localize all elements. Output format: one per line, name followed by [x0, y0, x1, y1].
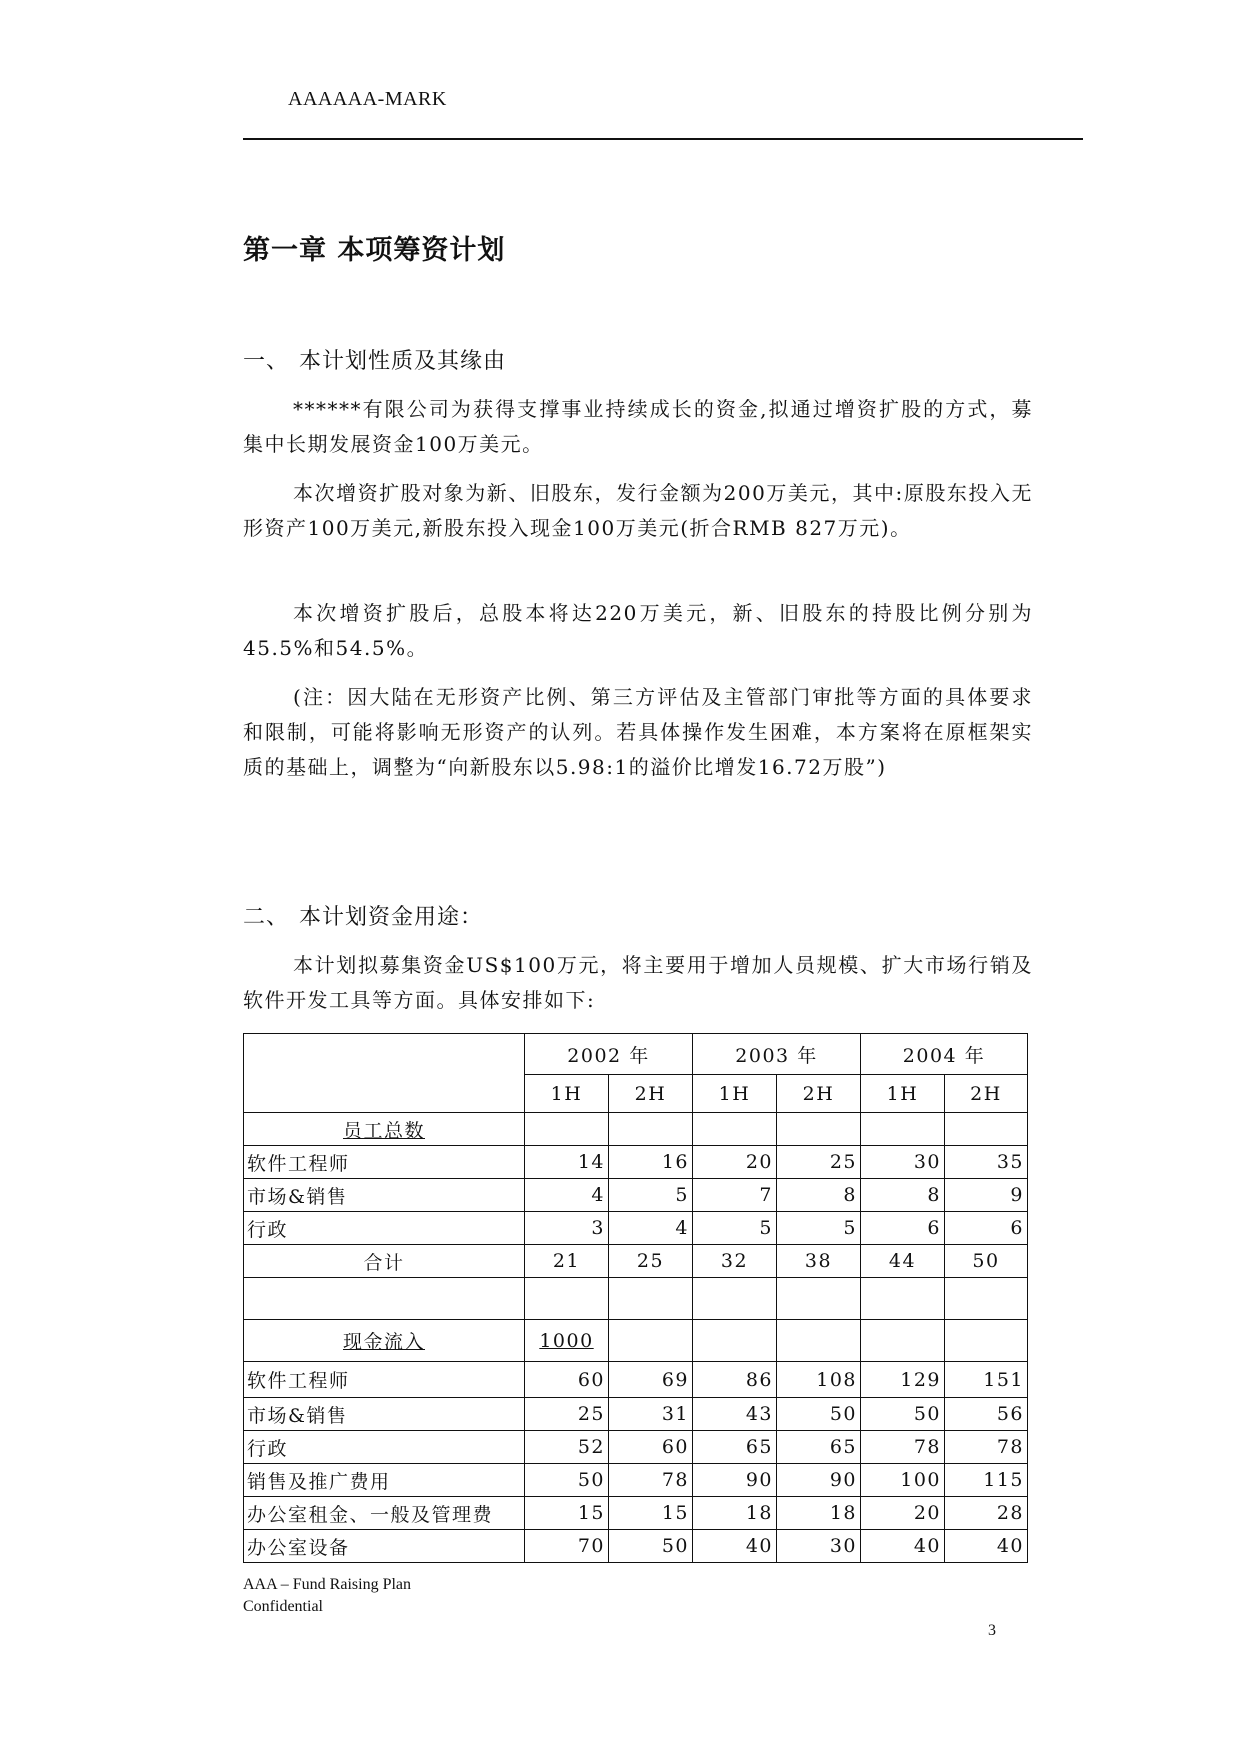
section-2-title: 本计划资金用途： [299, 905, 484, 930]
table-cell: 18 [777, 1497, 861, 1530]
table-cell: 7 [693, 1179, 777, 1212]
section-1-note: (注：因大陆在无形资产比例、第三方评估及主管部门审批等方面的具体要求和限制，可能将影响无形资产的认列。若具体操作发生困难，本方案将在原框架实质的基础上，调整为“向新股东以5.98:1的溢价比增发16.72万股”) [243, 685, 1033, 779]
table-cell: 86 [693, 1362, 777, 1398]
row-label: 行政 [244, 1212, 525, 1245]
table-cell: 16 [609, 1146, 693, 1179]
half-header: 1H [525, 1075, 609, 1113]
cash-inflow-cell [525, 1320, 609, 1362]
total-cell: 50 [945, 1245, 1028, 1278]
table-cell: 40 [693, 1530, 777, 1563]
table-cell: 4 [525, 1179, 609, 1212]
table-cell: 40 [861, 1530, 945, 1563]
table-cell: 6 [861, 1212, 945, 1245]
section-1-title: 本计划性质及其缘由 [299, 349, 507, 374]
table-cell: 115 [945, 1464, 1028, 1497]
table-row [244, 1146, 1028, 1179]
table-cell: 25 [777, 1146, 861, 1179]
table-cell: 20 [861, 1497, 945, 1530]
table-cell: 6 [945, 1212, 1028, 1245]
half-header: 2H [609, 1075, 693, 1113]
half-header: 2H [777, 1075, 861, 1113]
table-cell: 35 [945, 1146, 1028, 1179]
cash-heading-cell [244, 1320, 525, 1362]
table-cell: 50 [861, 1398, 945, 1431]
cash-heading-row [244, 1320, 1028, 1362]
page-number: 3 [988, 1622, 996, 1639]
year-header: 2003 年 [693, 1034, 861, 1075]
spacer-row [244, 1278, 1028, 1320]
total-label: 合计 [244, 1245, 525, 1278]
table-cell: 8 [861, 1179, 945, 1212]
year-header: 2002 年 [525, 1034, 693, 1075]
table-row [244, 1362, 1028, 1398]
section-2-heading [243, 900, 483, 931]
section-1-paragraph-3: 本次增资扩股后，总股本将达220万美元，新、旧股东的持股比例分别为45.5%和54.5%。 [243, 601, 1033, 660]
cash-inflow-value: 1000 [539, 1329, 594, 1352]
staff-heading: 员工总数 [342, 1119, 425, 1142]
table-row [244, 1530, 1028, 1563]
row-label: 市场&销售 [244, 1179, 525, 1212]
table-row [244, 1464, 1028, 1497]
row-label: 办公室设备 [244, 1530, 525, 1563]
table-cell: 65 [693, 1431, 777, 1464]
table-cell: 52 [525, 1431, 609, 1464]
total-cell: 44 [861, 1245, 945, 1278]
table-cell: 90 [777, 1464, 861, 1497]
table-year-row [244, 1034, 1028, 1075]
year-header: 2004 年 [861, 1034, 1028, 1075]
half-header: 2H [945, 1075, 1028, 1113]
footer-confidential: Confidential [243, 1598, 323, 1615]
total-cell: 21 [525, 1245, 609, 1278]
table-row [244, 1179, 1028, 1212]
total-cell: 25 [609, 1245, 693, 1278]
table-row [244, 1398, 1028, 1431]
table-cell: 43 [693, 1398, 777, 1431]
cash-heading: 现金流入 [342, 1331, 425, 1353]
section-2-paragraph-1: 本计划拟募集资金US$100万元，将主要用于增加人员规模、扩大市场行销及软件开发工具等方面。具体安排如下: [243, 953, 1033, 1012]
table-cell: 15 [525, 1497, 609, 1530]
staffing-cash-table [243, 1033, 1028, 1563]
table-row [244, 1431, 1028, 1464]
table-cell: 18 [693, 1497, 777, 1530]
table-cell: 30 [777, 1530, 861, 1563]
table-cell: 50 [777, 1398, 861, 1431]
staff-heading-row [244, 1113, 1028, 1146]
table-cell: 15 [609, 1497, 693, 1530]
table-cell: 129 [861, 1362, 945, 1398]
row-label: 销售及推广费用 [244, 1464, 525, 1497]
row-label: 软件工程师 [244, 1146, 525, 1179]
section-2-number: 二、 [243, 905, 290, 930]
table-cell: 8 [777, 1179, 861, 1212]
table-cell: 100 [861, 1464, 945, 1497]
chapter-title: 第一章 本项筹资计划 [243, 235, 506, 266]
table-cell: 5 [777, 1212, 861, 1245]
footer-document-title: AAA – Fund Raising Plan [243, 1576, 412, 1593]
table-cell: 78 [945, 1431, 1028, 1464]
table-cell: 50 [525, 1464, 609, 1497]
table-cell: 78 [609, 1464, 693, 1497]
table-cell: 60 [525, 1362, 609, 1398]
table-row [244, 1212, 1028, 1245]
table-cell: 65 [777, 1431, 861, 1464]
section-1-heading [243, 344, 506, 375]
header-divider [243, 138, 1083, 140]
table-cell: 60 [609, 1431, 693, 1464]
table-cell: 4 [609, 1212, 693, 1245]
table-cell: 56 [945, 1398, 1028, 1431]
table-cell: 20 [693, 1146, 777, 1179]
table-cell: 28 [945, 1497, 1028, 1530]
section-1-paragraph-1: ******有限公司为获得支撑事业持续成长的资金,拟通过增资扩股的方式，募集中长期发展资金100万美元。 [243, 397, 1033, 456]
table-cell: 108 [777, 1362, 861, 1398]
total-cell: 32 [693, 1245, 777, 1278]
table-cell: 151 [945, 1362, 1028, 1398]
table-cell: 70 [525, 1530, 609, 1563]
table-cell: 25 [525, 1398, 609, 1431]
table-cell: 14 [525, 1146, 609, 1179]
section-1-paragraph-2: 本次增资扩股对象为新、旧股东，发行金额为200万美元，其中:原股东投入无形资产100万美元,新股东投入现金100万美元(折合RMB 827万元)。 [243, 481, 1033, 540]
half-header: 1H [861, 1075, 945, 1113]
table-cell: 40 [945, 1530, 1028, 1563]
table-cell: 30 [861, 1146, 945, 1179]
half-header: 1H [693, 1075, 777, 1113]
table-cell: 50 [609, 1530, 693, 1563]
table-cell: 3 [525, 1212, 609, 1245]
table-cell: 5 [609, 1179, 693, 1212]
table-row [244, 1497, 1028, 1530]
table-cell: 31 [609, 1398, 693, 1431]
section-1-number: 一、 [243, 349, 290, 374]
table-cell: 9 [945, 1179, 1028, 1212]
total-cell: 38 [777, 1245, 861, 1278]
table-corner-cell [244, 1034, 525, 1113]
table-cell: 78 [861, 1431, 945, 1464]
staff-heading-cell [244, 1113, 525, 1146]
total-row [244, 1245, 1028, 1278]
table-cell: 5 [693, 1212, 777, 1245]
row-label: 软件工程师 [244, 1362, 525, 1398]
table-cell: 69 [609, 1362, 693, 1398]
table-cell: 90 [693, 1464, 777, 1497]
header-mark: AAAAAA-MARK [288, 88, 447, 110]
row-label: 行政 [244, 1431, 525, 1464]
row-label: 办公室租金、一般及管理费 [244, 1497, 525, 1530]
row-label: 市场&销售 [244, 1398, 525, 1431]
